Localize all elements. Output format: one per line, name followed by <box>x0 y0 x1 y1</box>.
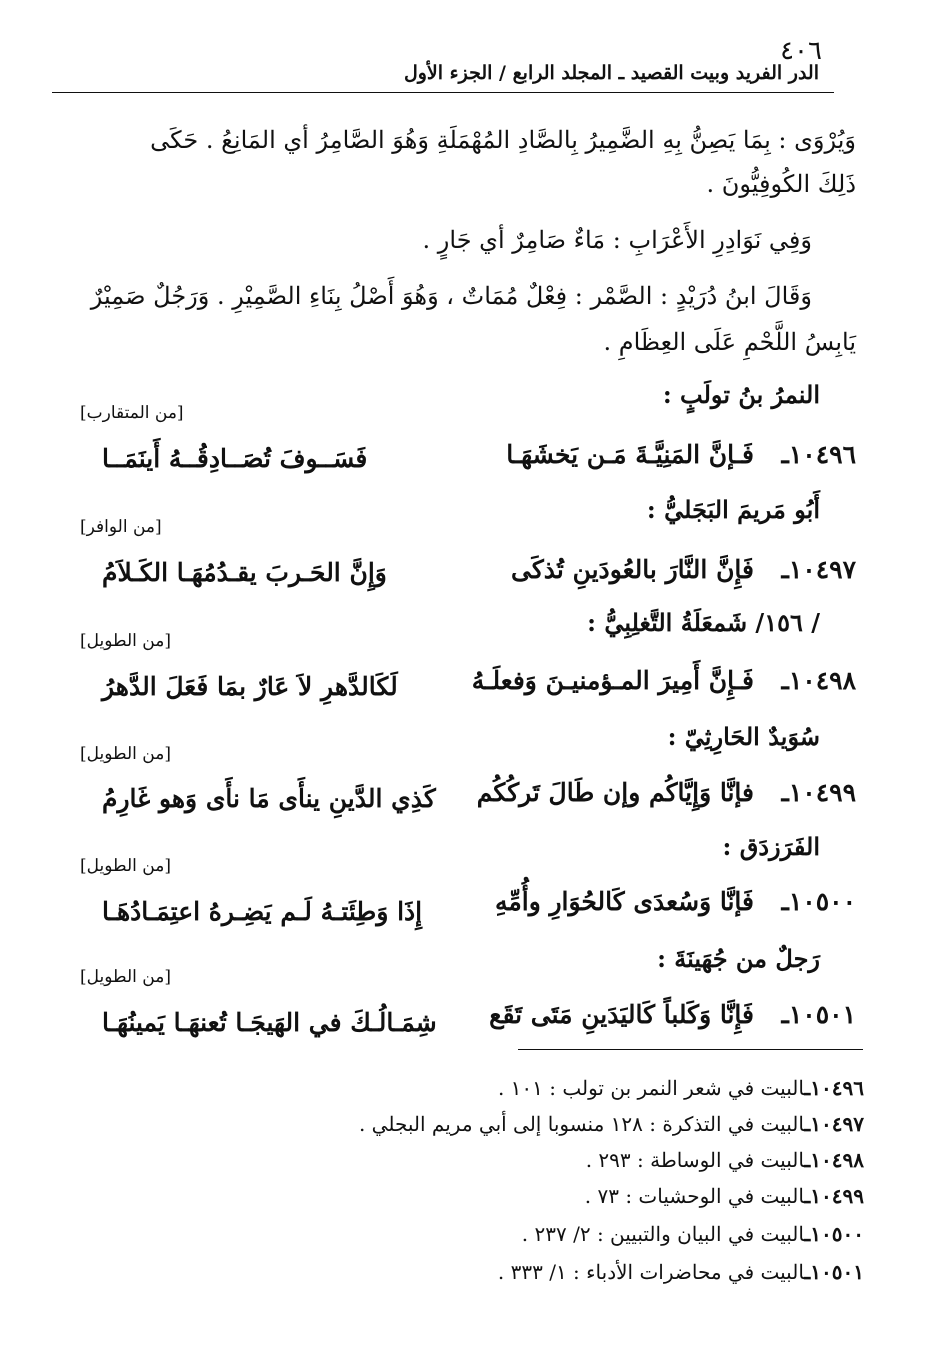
footnote-text: البيت في الوساطة : ٢٩٣ . <box>585 1148 805 1172</box>
verse-hemistich-second: شِمَـالُـكَ في الهَيجَـا تُعنهَـا يَمينُهَـا <box>102 1008 437 1037</box>
header-rule <box>52 92 834 93</box>
footnote-number: ١٠٤٩٦ـ <box>804 1076 864 1100</box>
footnote-text: البيت في التذكرة : ١٢٨ منسوبا إلى أبي مريم البجلي . <box>358 1112 805 1136</box>
poet-name: رَجلٌ من جُهَينَةَ : <box>657 944 820 973</box>
verse-hemistich-first: فَإِنَّ النَّارَ بالعُودَينِ تُذكَى <box>511 555 754 584</box>
footnote-text: البيت في شعر النمر بن تولب : ١٠١ . <box>497 1076 805 1100</box>
footnote-number: ١٠٥٠٠ـ <box>804 1222 864 1246</box>
footnote <box>359 1112 864 1136</box>
poet-name: الفَرَزدَق : <box>722 832 820 861</box>
footnote-number: ١٠٤٩٩ـ <box>804 1184 864 1208</box>
meter-label: [من الطويل] <box>80 856 171 876</box>
intro-line-4: وَقَالَ ابنُ دُرَيْدٍ : الصَّمْر : فِعْلٌ مُمَاتٌ ، وَهُوَ أَصْلُ بِنَاءِ الصَّمِيْرِ . وَرَجُلٌ صَمِيْرٌ <box>90 282 812 310</box>
verse-hemistich-second: وَإِنَّ الحَـربَ يقـدُمُهَـا الكَـلاَمُ <box>102 558 387 587</box>
verse-number: ١٠٥٠١ـ <box>781 1000 856 1029</box>
verse-hemistich-first: فإنَّا وَإِيَّاكُم وإن طَالَ تَركُكُم <box>476 778 754 807</box>
running-title: الدر الفريد وبيت القصيد ـ المجلد الرابع / الجزء الأول <box>403 62 819 84</box>
footnote-number: ١٠٤٩٧ـ <box>804 1112 864 1136</box>
footnote <box>498 1260 864 1284</box>
meter-label: [من الطويل] <box>80 967 171 987</box>
verse-number: ١٠٤٩٩ـ <box>781 778 856 807</box>
verse-number: ١٠٤٩٦ـ <box>781 440 856 469</box>
meter-label: [من الطويل] <box>80 744 171 764</box>
footnote <box>585 1184 864 1208</box>
intro-line-5: يَابِسُ اللَّحْمِ عَلَى العِظَامِ . <box>603 328 856 356</box>
verse-hemistich-second: كَذِي الدَّينِ ينأَى مَا نأَى وَهو غَارِمُ <box>102 784 436 813</box>
footnote <box>586 1148 864 1172</box>
poet-name: النمرُ بنُ تولَبٍ : <box>662 380 820 409</box>
poet-name: أَبُو مَريمَ البَجَليُّ : <box>646 495 820 524</box>
footnote <box>498 1076 864 1100</box>
verse-number: ١٠٤٩٨ـ <box>781 666 856 695</box>
intro-line-3: وَفِي نَوَادِرِ الأَعْرَابِ : مَاءٌ صَامِرٌ أي جَارٍ . <box>422 226 812 254</box>
footnote <box>522 1222 864 1246</box>
poet-name: / ١٥٦/ شَمعَلَةُ التَّغلِبِيُّ : <box>587 608 820 637</box>
verse-hemistich-first: فَـإِنَّ أَمِيرَ المـؤمنيـنَ وَفعلَـهُ <box>471 666 754 695</box>
page-number: ٤٠٦ <box>780 36 822 66</box>
poet-name: سُوَيدٌ الحَارِثِيّ : <box>667 722 820 751</box>
footnote-rule <box>518 1049 863 1050</box>
footnote-text: البيت في الوحشيات : ٧٣ . <box>584 1184 805 1208</box>
verse-number: ١٠٥٠٠ـ <box>781 887 856 916</box>
verse-number: ١٠٤٩٧ـ <box>781 555 856 584</box>
meter-label: [من المتقارب] <box>80 403 184 423</box>
verse-hemistich-second: لَكَالدَّهرِ لاَ عَارٌ بمَا فَعَلَ الدَّهرُ <box>102 672 398 701</box>
footnote-number: ١٠٤٩٨ـ <box>804 1148 864 1172</box>
meter-label: [من الوافر] <box>80 517 162 537</box>
verse-hemistich-first: فَـإنَّ المَنِيَّـةَ مَـن يَخشَهَـا <box>506 440 754 469</box>
footnote-number: ١٠٥٠١ـ <box>804 1260 864 1284</box>
verse-hemistich-first: فَإنَّا وَسُعدَى كَالحُوَارِ وأُمِّهِ <box>494 887 754 916</box>
verse-hemistich-first: فَإِنَّا وَكَلباً كَاليَدَينِ مَتَى تَقَع <box>489 1000 754 1029</box>
footnote-text: البيت في البيان والتبيين : ٢/ ٢٣٧ . <box>521 1222 805 1246</box>
verse-hemistich-second: فَسَــوفَ تُصَــادِقُــهُ أَينَمَــا <box>102 444 368 473</box>
meter-label: [من الطويل] <box>80 631 171 651</box>
footnote-text: البيت في محاضرات الأدباء : ١/ ٣٣٣ . <box>497 1260 805 1284</box>
verse-hemistich-second: إِذَا وَطِئَتـهُ لَـم يَضِـرهُ اعتِمَـادُهَـا <box>102 897 423 926</box>
intro-line-2: ذَلِكَ الكُوفِيُّونَ . <box>706 170 856 198</box>
intro-line-1: وَيُرْوَى : بِمَا يَصِنُّ بِهِ الضَّمِيرُ بِالصَّادِ المُهْمَلَةِ وَهُوَ الصَّامِرُ أي المَانِعُ . حَكَى <box>150 126 856 154</box>
